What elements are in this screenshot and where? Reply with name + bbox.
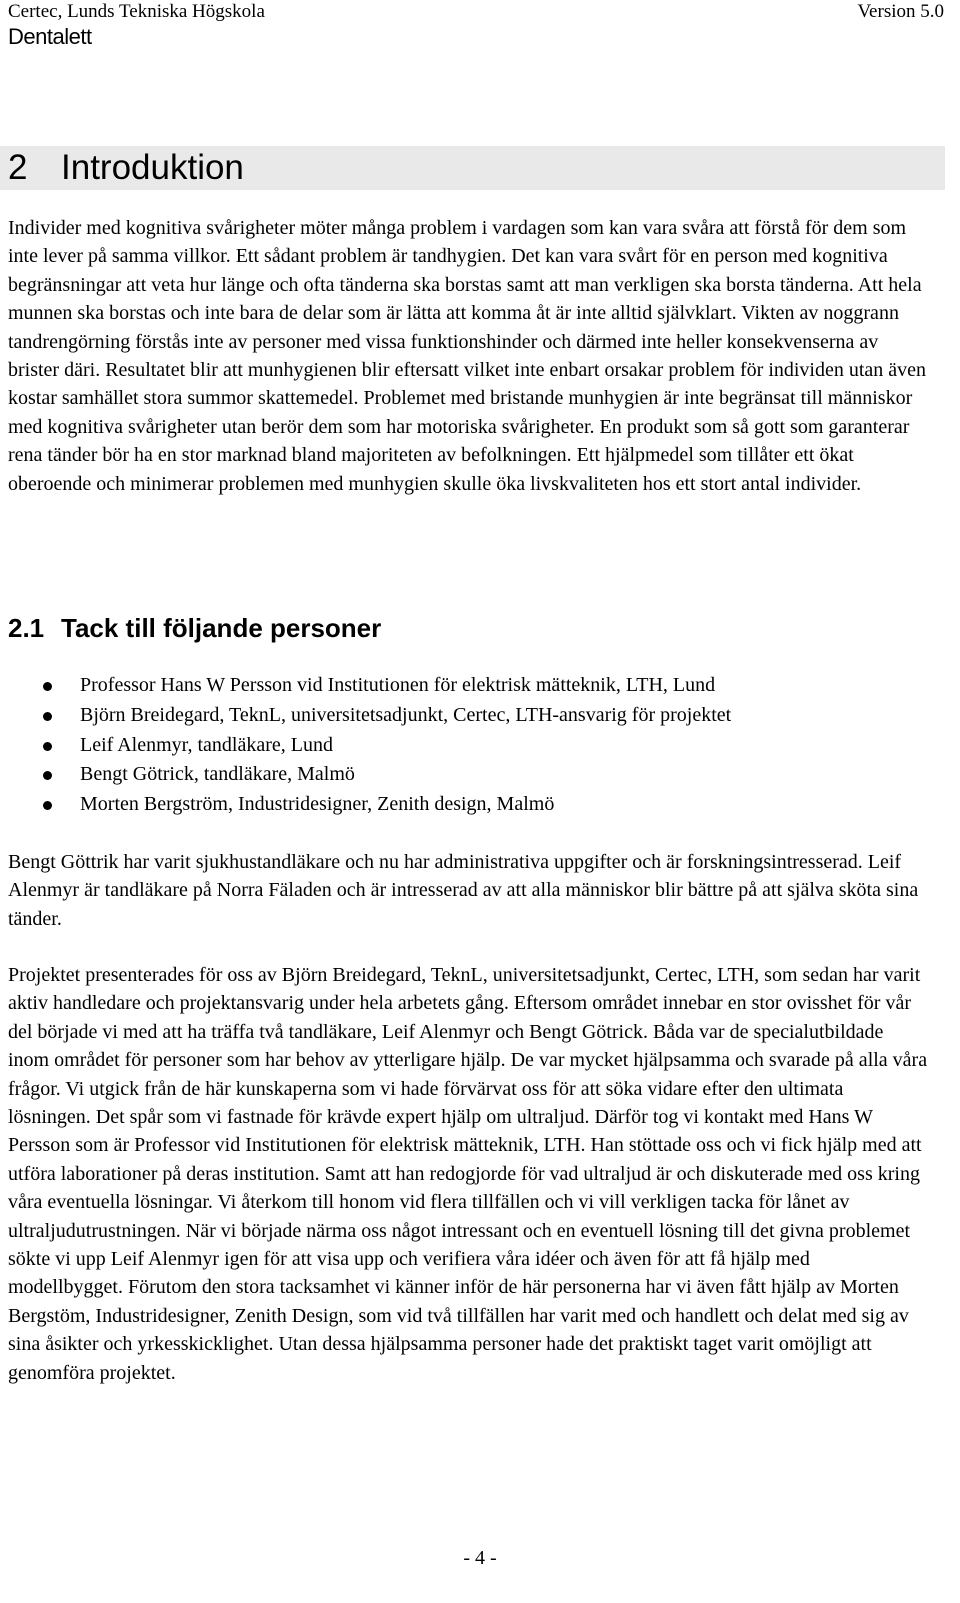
list-item: Leif Alenmyr, tandläkare, Lund xyxy=(0,731,940,761)
bullet-icon xyxy=(43,712,52,721)
bullet-icon xyxy=(43,682,52,691)
section-title: Introduktion xyxy=(61,148,244,187)
bullet-icon xyxy=(43,801,52,810)
bullet-icon xyxy=(43,742,52,751)
list-item: Björn Breidegard, TeknL, universitetsadjunkt, Certec, LTH-ansvarig för projektet xyxy=(0,701,940,731)
list-item: Morten Bergström, Industridesigner, Zenith design, Malmö xyxy=(0,790,940,820)
thanks-list xyxy=(0,671,940,820)
dentists-paragraph: Bengt Göttrik har varit sjukhustandläkare och nu har administrativa uppgifter och är forskningsintresserad. Leif Alenmyr är tandläkare på Norra Fäladen och är intresserad av att alla människor blir bättre på att själva sköta sina tänder. xyxy=(8,851,919,930)
subsection-title: Tack till följande personer xyxy=(61,613,382,643)
header-version: Version 5.0 xyxy=(857,1,944,22)
page-number: - 4 - xyxy=(463,1547,497,1569)
header-institution: Certec, Lunds Tekniska Högskola xyxy=(8,1,265,22)
bullet-icon xyxy=(43,771,52,780)
header-project-name: Dentalett xyxy=(8,24,92,49)
list-item: Bengt Götrick, tandläkare, Malmö xyxy=(0,760,940,790)
section-number: 2 xyxy=(8,148,28,187)
running-header xyxy=(8,0,608,50)
project-paragraph: Projektet presenterades för oss av Björn Breidegard, TeknL, universitetsadjunkt, Certec, LTH, som sedan har varit aktiv handledare och projektansvarig under hela arbetets gång. Eftersom området innebar en stor ovisshet för vår del började vi med att ha träffa två tandläkare, Leif Alenmyr och Bengt Götrick. Båda var de specialutbildade inom området för personer som har behov av ytterligare hjälp. De var mycket hjälpsamma och svarade på alla våra frågor. Vi utgick från de här kunskaperna som vi hade förvärvat oss för att söka vidare efter den ultimata lösningen. Det spår som vi fastnade för krävde expert hjälp om ultraljud. Därför tog vi kontakt med Hans W Persson som är Professor vid Institutionen för elektrisk mätteknik, LTH. Han stöttade oss och vi fick hjälp med att utföra laborationer på deras institution. Samt att han redogjorde för vad ultraljud är och diskuterade med oss kring våra eventuella lösningar. Vi återkom till honom vid flera tillfällen och vi vill verkligen tacka för lånet av ultraljudutrustningen. När vi började närma oss något intressant och en eventuell lösning till det givna problemet sökte vi upp Leif Alenmyr igen för att visa upp och verifiera våra idéer och även för att få hjälp med modellbygget. Förutom den stora tacksamhet vi känner inför de här personerna har vi även fått hjälp av Morten Bergstöm, Industridesigner, Zenith Design, som vid två tillfällen har varit med och handlett och delat med sig av sina åsikter och yrkesskicklighet. Utan dessa hjälpsamma personer hade det praktiskt taget varit omöjligt att genomföra projektet. xyxy=(8,964,928,1384)
section-heading xyxy=(8,146,244,190)
subsection-heading xyxy=(8,610,381,646)
intro-paragraph: Individer med kognitiva svårigheter möter många problem i vardagen som kan vara svåra att förstå för dem som inte lever på samma villkor. Ett sådant problem är tandhygien. Det kan vara svårt för en person med kognitiva begränsningar att veta hur länge och ofta tänderna ska borstas samt att man verkligen ska borsta tänderna. Att hela munnen ska borstas och inte bara de delar som är lätta att komma åt är inte alltid självklart. Vikten av noggrann tandrengörning förstås inte av personer med vissa funktionshinder och därmed inte heller konsekvenserna av brister däri. Resultatet blir att munhygienen blir eftersatt vilket inte enbart orsakar problem för individen utan även kostar samhället stora summor skattemedel. Problemet med bristande munhygien är inte begränsat till människor med kognitiva svårigheter utan berör dem som har motoriska svårigheter. En produkt som så gott som garanterar rena tänder bör ha en stor marknad bland majoriteten av befolkningen. Ett hjälpmedel som tillåter ett ökat oberoende och minimerar problemen med munhygien skulle öka livskvaliteten hos ett stort antal individer. xyxy=(8,217,927,495)
subsection-number: 2.1 xyxy=(8,613,45,643)
list-item: Professor Hans W Persson vid Institutionen för elektrisk mätteknik, LTH, Lund xyxy=(0,671,940,701)
